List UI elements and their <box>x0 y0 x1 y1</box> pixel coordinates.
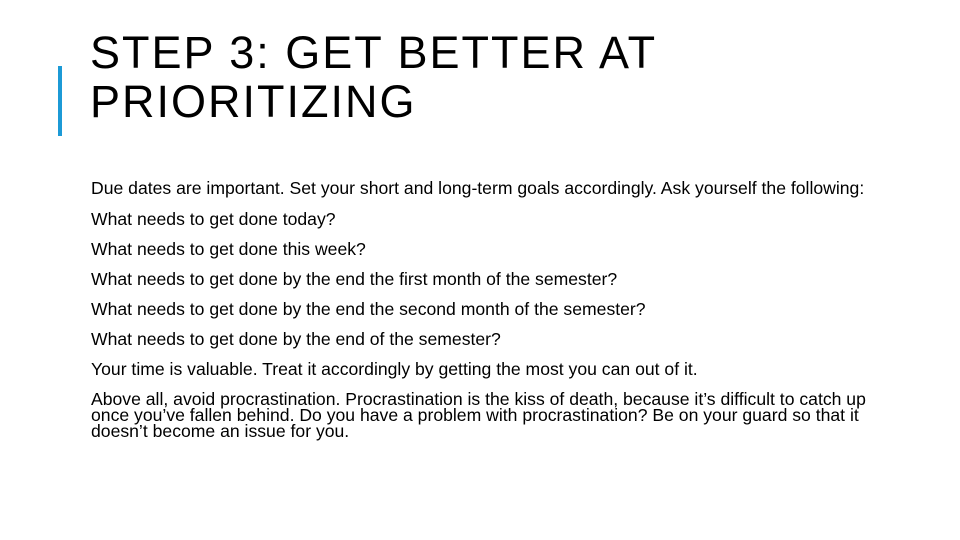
question-this-week: What needs to get done this week? <box>91 239 366 259</box>
title-accent-bar <box>58 66 62 136</box>
question-today: What needs to get done today? <box>91 209 336 229</box>
question-first-month: What needs to get done by the end the first month of the semester? <box>91 269 618 289</box>
slide-title <box>90 28 890 126</box>
title-line-1: STEP 3: GET BETTER AT <box>90 27 658 78</box>
paragraph-due-dates: Due dates are important. Set your short and long-term goals accordingly. Ask yourself the following: <box>91 178 865 198</box>
question-second-month: What needs to get done by the end the second month of the semester? <box>91 299 646 319</box>
question-end-of-semester: What needs to get done by the end of the semester? <box>91 329 501 349</box>
paragraph-time-valuable: Your time is valuable. Treat it accordingly by getting the most you can out of it. <box>91 359 698 379</box>
title-line-2: PRIORITIZING <box>90 76 417 127</box>
slide-body <box>91 180 881 454</box>
paragraph-procrastination: Above all, avoid procrastination. Procrastination is the kiss of death, because it’s difficult to catch up once you’ve fallen behind. Do you have a problem with procrastination? Be on your guard so that it doesn’t become an issue for you. <box>91 389 866 441</box>
